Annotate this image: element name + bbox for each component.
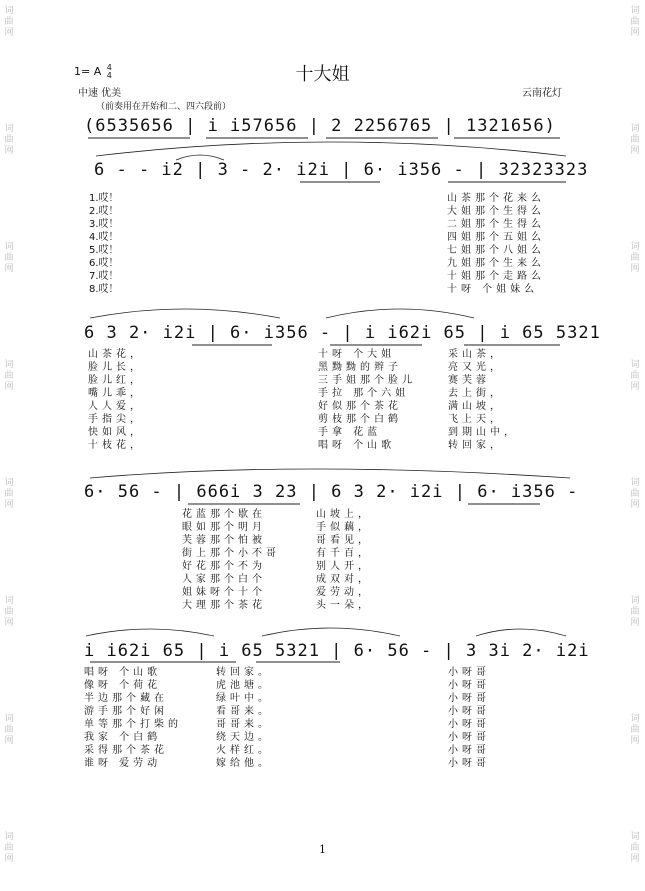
lyric-line: 九姐那个生来么 [447,258,545,269]
watermark-right-8: 词 曲 网 [630,832,640,864]
lyric-line: 脸儿红， [88,375,144,386]
watermark-left-8: 词 曲 网 [4,832,14,864]
lyric-line: 七姐那个八姐么 [447,245,545,256]
lyrics-block-4-left [84,666,182,770]
lyric-line: 快如风， [88,427,144,438]
lyric-line: 半边那个藏在 [84,693,168,704]
lyric-line: 芙蓉那个怕被 [182,535,266,546]
lyrics-block-2-left [88,348,144,452]
lyric-line: 游手那个好闲 [84,706,168,717]
slur-mark [96,142,566,156]
time-sig-top: 4 [106,63,112,72]
time-signature [107,64,112,80]
lyric-line: 1.哎！ [89,193,119,204]
lyric-line: 大理那个茶花 [182,600,266,611]
tempo-marking: 中速 优美 [78,88,122,99]
lyric-line: 好似那个茶花 [318,401,402,412]
lyric-line: 小呀哥 [448,719,490,730]
lyric-line: 唱呀 个山歌 [318,440,396,451]
lyric-line: 小呀哥 [448,680,490,691]
lyric-line: 大姐那个生得么 [447,206,545,217]
lyric-line: 山茶那个花来么 [447,193,545,204]
key-signature [74,64,112,80]
lyric-line: 街上那个小不哥 [182,548,280,559]
lyric-line: 唱呀 个山歌 [84,667,162,678]
lyric-line: 虎池塘。 [216,680,272,691]
lyric-line: 小呀哥 [448,732,490,743]
lyric-line: 哥哥来。 [216,719,272,730]
lyric-line: 哥看见， [316,535,372,546]
lyric-line: 我家 个白鹤 [84,732,162,743]
lyric-line: 谁呀 爱劳动 [84,758,162,769]
lyric-line: 头一朵， [316,600,372,611]
lyric-line: 爱劳动， [316,587,372,598]
lyric-line: 山茶花， [88,349,144,360]
lyric-line: 二姐那个生得么 [447,219,545,230]
watermark-right-5: 词 曲 网 [630,478,640,510]
lyrics-block-1-right [447,192,545,296]
watermark-left-3: 词 曲 网 [4,242,14,274]
lyrics-block-4-right [448,666,490,770]
lyric-line: 转回家。 [216,667,272,678]
watermark-right-3: 词 曲 网 [630,242,640,274]
lyric-line: 绿叶中。 [216,693,272,704]
slur-mark [90,309,280,318]
lyric-line: 四姐那个五姐么 [447,232,545,243]
staff-line-1: (6535656 | i i57656 | 2 2256765 | 1321656) [84,116,556,136]
lyric-line: 手拿 花蓝 [318,427,382,438]
watermark-right-6: 词 曲 网 [630,596,640,628]
lyric-line: 嘴儿乖， [88,388,144,399]
lyrics-block-4-mid [216,666,272,770]
lyrics-block-3-right [316,508,372,612]
lyric-line: 转回家， [448,440,504,451]
staff-line-2: 6 - - i2 | 3 - 2· i2i | 6· i356 - | 32323323 [94,160,589,180]
lyric-line: 单等那个打柴的 [84,719,182,730]
watermark-right-7: 词 曲 网 [630,714,640,746]
lyric-line: 小呀哥 [448,758,490,769]
lyric-line: 山坡上， [316,509,372,520]
lyric-line: 好花那个不为 [182,561,266,572]
lyric-line: 亮又光， [448,362,504,373]
lyrics-block-3-left [182,508,280,612]
lyric-line: 别人开， [316,561,372,572]
lyric-line: 人家那个白个 [182,574,266,585]
lyric-line: 像呀 个荷花 [84,680,162,691]
lyric-line: 4.哎！ [89,232,119,243]
lyrics-block-1-left [89,192,119,296]
watermark-left-7: 词 曲 网 [4,714,14,746]
watermark-right-4: 词 曲 网 [630,360,640,392]
lyric-line: 满山坡， [448,401,504,412]
lyric-line: 姐妹呀个十个 [182,587,266,598]
lyric-line: 去上街， [448,388,504,399]
lyric-line: 十枝花， [88,440,144,451]
lyric-line: 十呀 个姐妹么 [447,284,539,295]
lyric-line: 脸儿长， [88,362,144,373]
slur-mark [326,309,474,318]
lyric-line: 眼如那个明月 [182,522,266,533]
lyric-line: 手指尖， [88,414,144,425]
key-label: 1= A [74,65,102,78]
lyric-line: 有千百， [316,548,372,559]
watermark-left-5: 词 曲 网 [4,478,14,510]
time-sig-bottom: 4 [106,71,112,80]
lyric-line: 人人爱， [88,401,144,412]
lyric-line: 7.哎！ [89,271,119,282]
lyric-line: 5.哎！ [89,245,119,256]
staff-line-5: i i62i 65 | i 65 5321 | 6· 56 - | 3 3i 2· i2i [84,641,590,661]
watermark-left-2: 词 曲 网 [4,124,14,156]
lyric-line: 小呀哥 [448,745,490,756]
watermark-right-2: 词 曲 网 [630,124,640,156]
lyrics-block-2-mid [318,348,416,452]
prelude-note: （前奏用在开始和二、四六段前） [96,102,232,112]
lyric-line: 看哥来。 [216,706,272,717]
lyric-line: 嫁给他。 [216,758,272,769]
lyric-line: 6.哎！ [89,258,119,269]
watermark-left-4: 词 曲 网 [4,360,14,392]
lyric-line: 小呀哥 [448,706,490,717]
lyric-line: 小呀哥 [448,693,490,704]
lyric-line: 手似藕， [316,522,372,533]
song-title: 十大姐 [295,64,350,85]
lyric-line: 火样红。 [216,745,272,756]
lyric-line: 绕天边。 [216,732,272,743]
slur-mark [90,469,570,478]
lyric-line: 手拉 那个六姐 [318,388,410,399]
song-origin: 云南花灯 [522,88,562,99]
lyric-line: 采山茶， [448,349,504,360]
slur-mark [262,628,400,636]
lyrics-block-2-right [448,348,518,452]
lyric-line: 黑黝黝的辫子 [318,362,402,373]
watermark-right-1: 词 曲 网 [630,6,640,38]
lyric-line: 成双对， [316,574,372,585]
lyric-line: 剪枝那个白鹤 [318,414,402,425]
slur-mark [86,629,214,636]
lyric-line: 小呀哥 [448,667,490,678]
lyric-line: 十姐那个走路么 [447,271,545,282]
lyric-line: 飞上天， [448,414,504,425]
watermark-left-6: 词 曲 网 [4,596,14,628]
lyric-line: 3.哎！ [89,219,119,230]
staff-line-3: 6 3 2· i2i | 6· i356 - | i i62i 65 | i 65 5321 [84,323,601,343]
lyric-line: 8.哎！ [89,284,119,295]
watermark-left-1: 词 曲 网 [4,6,14,38]
lyric-line: 十呀 个大姐 [318,349,396,360]
lyric-line: 三手姐那个脸儿 [318,375,416,386]
lyric-line: 2.哎！ [89,206,119,217]
lyric-line: 采得那个茶花 [84,745,168,756]
slur-mark [476,629,566,636]
lyric-line: 到期山中， [448,427,518,438]
staff-line-4: 6· 56 - | 666i 3 23 | 6 3 2· i2i | 6· i356 - [84,482,579,502]
lyric-line: 花蓝那个歇在 [182,509,266,520]
page-number: 1 [319,843,326,856]
lyric-line: 赛芙蓉 [448,375,490,386]
